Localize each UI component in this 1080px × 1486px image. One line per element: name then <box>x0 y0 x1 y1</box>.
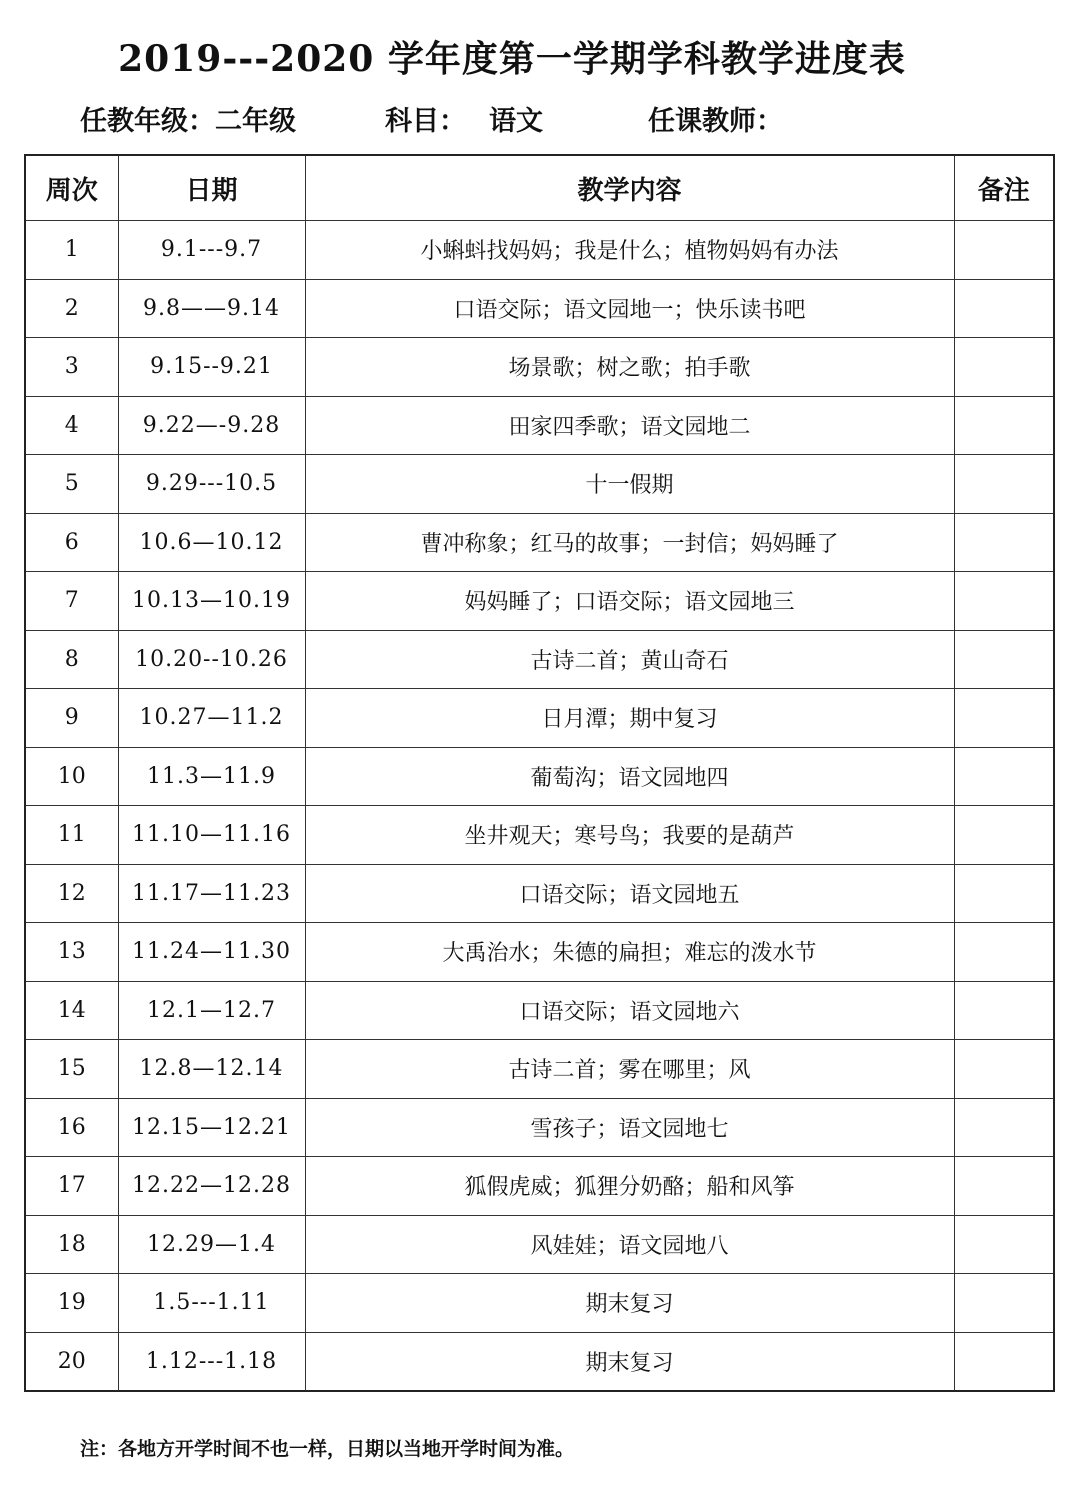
table-row <box>25 455 1054 514</box>
remark-cell <box>954 630 1054 689</box>
table-row <box>25 747 1054 806</box>
table-row <box>25 1274 1054 1333</box>
table-row <box>25 1098 1054 1157</box>
table-header-row <box>25 155 1054 221</box>
header-remark: 备注 <box>954 155 1054 221</box>
week-cell: 9 <box>25 689 118 748</box>
subject-label: 科目： <box>385 106 466 137</box>
content-cell: 曹冲称象；红马的故事；一封信；妈妈睡了 <box>305 513 954 572</box>
table-row <box>25 513 1054 572</box>
remark-cell <box>954 806 1054 865</box>
date-cell: 1.5---1.11 <box>118 1274 305 1333</box>
date-cell: 12.1—12.7 <box>118 981 305 1040</box>
subject-value: 语文 <box>489 106 543 137</box>
week-cell: 6 <box>25 513 118 572</box>
remark-cell <box>954 689 1054 748</box>
table-body <box>25 221 1054 1392</box>
teacher-label: 任课教师： <box>648 106 783 137</box>
week-cell: 1 <box>25 221 118 280</box>
schedule-table <box>24 154 1055 1392</box>
date-cell: 11.10—11.16 <box>118 806 305 865</box>
table-row <box>25 338 1054 397</box>
content-cell: 雪孩子；语文园地七 <box>305 1098 954 1157</box>
content-cell: 风娃娃；语文园地八 <box>305 1215 954 1274</box>
content-cell: 古诗二首；雾在哪里；风 <box>305 1040 954 1099</box>
content-cell: 小蝌蚪找妈妈；我是什么；植物妈妈有办法 <box>305 221 954 280</box>
date-cell: 10.27—11.2 <box>118 689 305 748</box>
table-row <box>25 981 1054 1040</box>
content-cell: 场景歌；树之歌；拍手歌 <box>305 338 954 397</box>
week-cell: 16 <box>25 1098 118 1157</box>
content-cell: 口语交际；语文园地五 <box>305 864 954 923</box>
content-cell: 狐假虎威；狐狸分奶酪；船和风筝 <box>305 1157 954 1216</box>
week-cell: 12 <box>25 864 118 923</box>
footnote: 注：各地方开学时间不也一样，日期以当地开学时间为准。 <box>80 1438 575 1460</box>
date-cell: 1.12---1.18 <box>118 1332 305 1391</box>
week-cell: 17 <box>25 1157 118 1216</box>
content-cell: 葡萄沟；语文园地四 <box>305 747 954 806</box>
date-cell: 12.29—1.4 <box>118 1215 305 1274</box>
week-cell: 18 <box>25 1215 118 1274</box>
content-cell: 期末复习 <box>305 1274 954 1333</box>
week-cell: 8 <box>25 630 118 689</box>
table-row <box>25 923 1054 982</box>
table-row <box>25 806 1054 865</box>
table-row <box>25 1215 1054 1274</box>
date-cell: 12.8—12.14 <box>118 1040 305 1099</box>
week-cell: 3 <box>25 338 118 397</box>
table-row <box>25 572 1054 631</box>
remark-cell <box>954 396 1054 455</box>
date-cell: 11.3—11.9 <box>118 747 305 806</box>
content-cell: 日月潭；期中复习 <box>305 689 954 748</box>
content-cell: 妈妈睡了；口语交际；语文园地三 <box>305 572 954 631</box>
grade-label: 任教年级：二年级 <box>80 106 296 137</box>
page-title: 2019---2020 学年度第一学期学科教学进度表 <box>118 38 906 80</box>
week-cell: 14 <box>25 981 118 1040</box>
week-cell: 10 <box>25 747 118 806</box>
date-cell: 12.22—12.28 <box>118 1157 305 1216</box>
info-line <box>0 100 1080 144</box>
date-cell: 9.15--9.21 <box>118 338 305 397</box>
header-week: 周次 <box>25 155 118 221</box>
date-cell: 10.6—10.12 <box>118 513 305 572</box>
content-cell: 口语交际；语文园地六 <box>305 981 954 1040</box>
remark-cell <box>954 1157 1054 1216</box>
week-cell: 13 <box>25 923 118 982</box>
table-row <box>25 689 1054 748</box>
content-cell: 口语交际；语文园地一；快乐读书吧 <box>305 279 954 338</box>
content-cell: 古诗二首；黄山奇石 <box>305 630 954 689</box>
remark-cell <box>954 1098 1054 1157</box>
table-row <box>25 864 1054 923</box>
remark-cell <box>954 1040 1054 1099</box>
week-cell: 5 <box>25 455 118 514</box>
week-cell: 11 <box>25 806 118 865</box>
date-cell: 9.22—-9.28 <box>118 396 305 455</box>
table-row <box>25 630 1054 689</box>
remark-cell <box>954 572 1054 631</box>
remark-cell <box>954 1332 1054 1391</box>
table-row <box>25 221 1054 280</box>
content-cell: 田家四季歌；语文园地二 <box>305 396 954 455</box>
remark-cell <box>954 513 1054 572</box>
remark-cell <box>954 981 1054 1040</box>
content-cell: 坐井观天；寒号鸟；我要的是葫芦 <box>305 806 954 865</box>
table-row <box>25 279 1054 338</box>
date-cell: 12.15—12.21 <box>118 1098 305 1157</box>
date-cell: 9.29---10.5 <box>118 455 305 514</box>
remark-cell <box>954 455 1054 514</box>
remark-cell <box>954 279 1054 338</box>
date-cell: 10.13—10.19 <box>118 572 305 631</box>
remark-cell <box>954 923 1054 982</box>
content-cell: 期末复习 <box>305 1332 954 1391</box>
date-cell: 11.24—11.30 <box>118 923 305 982</box>
remark-cell <box>954 221 1054 280</box>
header-date: 日期 <box>118 155 305 221</box>
table-row <box>25 1332 1054 1391</box>
date-cell: 9.1---9.7 <box>118 221 305 280</box>
week-cell: 4 <box>25 396 118 455</box>
content-cell: 大禹治水；朱德的扁担；难忘的泼水节 <box>305 923 954 982</box>
date-cell: 10.20--10.26 <box>118 630 305 689</box>
date-cell: 11.17—11.23 <box>118 864 305 923</box>
content-cell: 十一假期 <box>305 455 954 514</box>
table-row <box>25 396 1054 455</box>
remark-cell <box>954 747 1054 806</box>
week-cell: 19 <box>25 1274 118 1333</box>
week-cell: 20 <box>25 1332 118 1391</box>
table-row <box>25 1157 1054 1216</box>
header-content: 教学内容 <box>305 155 954 221</box>
week-cell: 2 <box>25 279 118 338</box>
date-cell: 9.8——9.14 <box>118 279 305 338</box>
week-cell: 15 <box>25 1040 118 1099</box>
remark-cell <box>954 1274 1054 1333</box>
remark-cell <box>954 1215 1054 1274</box>
remark-cell <box>954 338 1054 397</box>
remark-cell <box>954 864 1054 923</box>
week-cell: 7 <box>25 572 118 631</box>
table-row <box>25 1040 1054 1099</box>
